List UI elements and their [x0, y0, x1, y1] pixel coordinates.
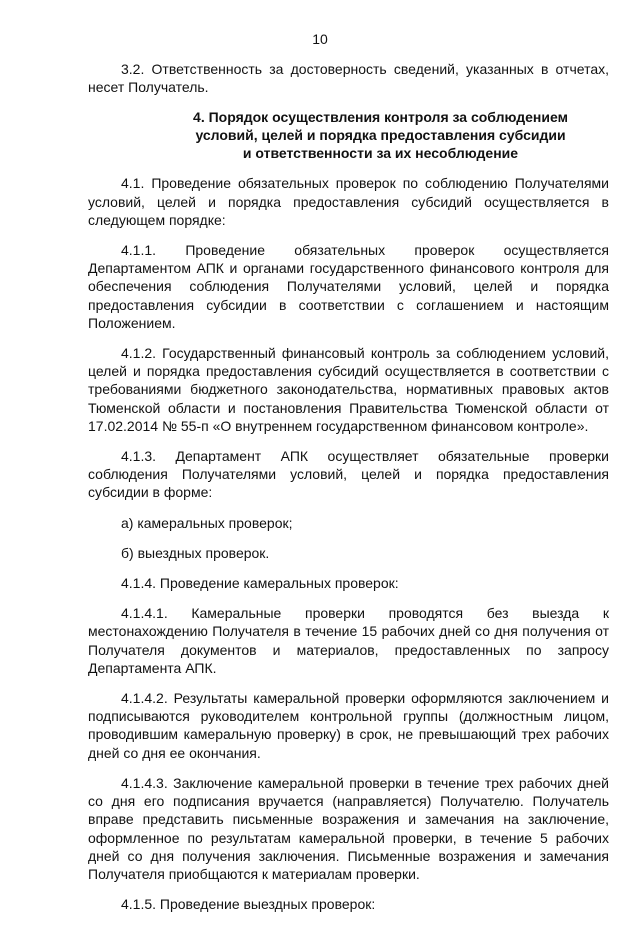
paragraph-4-1-4-3: 4.1.4.3. Заключение камеральной проверки в течение трех рабочих дней со дня его подписания вручается (направляется) Получателю. Получатель вправе представить письменные возражения и замечания на заключение, оформленное по результатам камеральной проверки, в течение 5 рабочих дней со дня получения заключения. Письменные возражения и замечания Получателя приобщаются к материалам проверки. — [88, 774, 609, 882]
paragraph-4-1-3: 4.1.3. Департамент АПК осуществляет обязательные проверки соблюдения Получателями условий, целей и порядка предоставления субсидии в форме: — [88, 448, 609, 501]
paragraph-4-1-5: 4.1.5. Проведение выездных проверок: — [121, 896, 376, 913]
paragraph-4-1-1: 4.1.1. Проведение обязательных проверок осуществляется Департаментом АПК и органами государственного финансового контроля для обеспечения соблюдения Получателями условий, целей и порядка предоставления субсидии в соответствии с соглашением и настоящим Положением. — [88, 242, 609, 331]
paragraph-4-1-4-1: 4.1.4.1. Камеральные проверки проводятся без выезда к местонахождению Получателя в течение 15 рабочих дней со дня получения от Получателя документов и материалов, предоставленных по запросу Департамента АПК. — [88, 605, 609, 676]
section-heading-line-2: условий, целей и порядка предоставления субсидии — [195, 127, 566, 144]
paragraph-4-1-2: 4.1.2. Государственный финансовый контроль за соблюдением условий, целей и порядка предоставления субсидий осуществляется в соответствии с требованиями бюджетного законодательства, нормативных правовых актов Тюменской области и постановления Правительства Тюменской области от 17.02.2014 № 55-п «О внутреннем государственном финансовом контроле». — [88, 345, 609, 434]
document-body — [88, 60, 609, 925]
list-item-a: а) камеральных проверок; — [121, 514, 293, 531]
paragraph-4-1-4-2: 4.1.4.2. Результаты камеральной проверки оформляются заключением и подписываются руководителем контрольной группы (должностным лицом, проводившим камеральную проверку) в срок, не превышающий трех рабочих дней со дня ее окончания. — [88, 690, 609, 761]
paragraph-3-2: 3.2. Ответственность за достоверность сведений, указанных в отчетах, несет Получатель. — [88, 61, 609, 96]
paragraph-4-1-4: 4.1.4. Проведение камеральных проверок: — [121, 575, 399, 592]
paragraph-4-1: 4.1. Проведение обязательных проверок по соблюдению Получателями условий, целей и порядка предоставления субсидий осуществляется в следующем порядке: — [88, 175, 609, 228]
section-heading-line-3: и ответственности за их несоблюдение — [242, 145, 519, 162]
page-number: 10 — [312, 31, 328, 47]
section-heading-line-1: 4. Порядок осуществления контроля за соблюдением — [193, 109, 568, 126]
list-item-b: б) выездных проверок. — [121, 544, 270, 561]
section-heading — [88, 108, 609, 162]
